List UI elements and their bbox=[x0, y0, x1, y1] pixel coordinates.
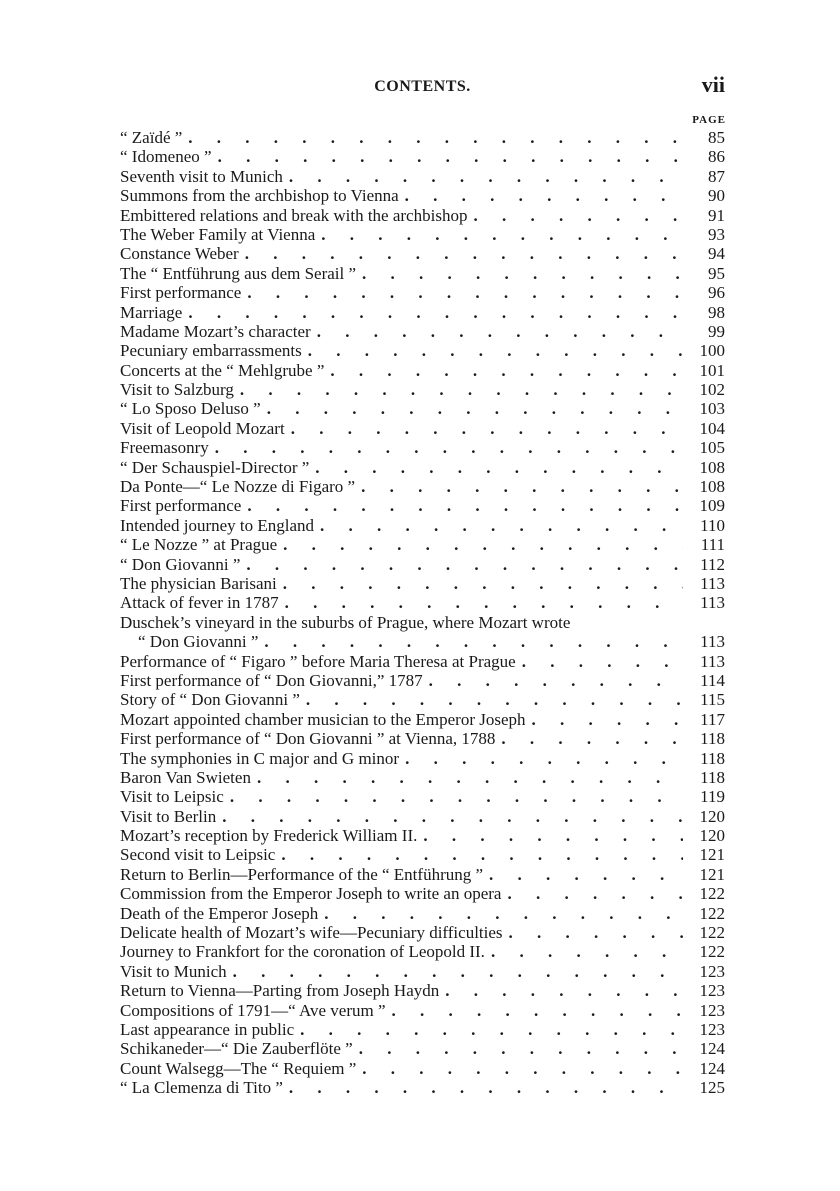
toc-entry-title: Schikaneder—“ Die Zauberflöte ” bbox=[120, 1039, 353, 1059]
toc-entry-title: Constance Weber bbox=[120, 244, 239, 264]
toc-entry-page: 114 bbox=[700, 670, 725, 690]
toc-entry-page: 115 bbox=[700, 690, 725, 710]
toc-entry-page: 118 bbox=[700, 767, 725, 787]
toc-entry bbox=[120, 322, 725, 341]
table-of-contents bbox=[120, 128, 725, 1098]
toc-entry-page: 104 bbox=[699, 418, 725, 438]
toc-entry-title: First performance bbox=[120, 496, 242, 516]
toc-entry-title: Performance of “ Figaro ” before Maria Theresa at Prague bbox=[120, 651, 516, 671]
toc-entry bbox=[120, 1020, 725, 1039]
toc-entry bbox=[120, 341, 725, 360]
dot-leader bbox=[359, 1039, 683, 1058]
toc-entry bbox=[120, 1078, 725, 1097]
dot-leader bbox=[222, 807, 683, 826]
toc-entry-title: “ Don Giovanni ” bbox=[138, 632, 259, 652]
toc-entry-title: First performance bbox=[120, 283, 242, 303]
toc-entry-title: “ Le Nozze ” at Prague bbox=[120, 535, 278, 555]
dot-leader bbox=[215, 438, 683, 457]
toc-entry bbox=[120, 923, 725, 942]
dot-leader bbox=[522, 652, 683, 671]
dot-leader bbox=[289, 1078, 683, 1097]
dot-leader bbox=[247, 496, 683, 515]
toc-entry-title: The symphonies in C major and G minor bbox=[120, 748, 400, 768]
dot-leader bbox=[445, 981, 683, 1000]
toc-entry-title: Visit to Berlin bbox=[120, 806, 217, 826]
dot-leader bbox=[532, 710, 683, 729]
toc-entry-title: Summons from the archbishop to Vienna bbox=[120, 186, 399, 206]
toc-entry-page: 118 bbox=[700, 729, 725, 749]
toc-entry bbox=[120, 399, 725, 418]
toc-entry-page: 101 bbox=[699, 360, 725, 380]
toc-entry-title: Intended journey to England bbox=[120, 515, 315, 535]
toc-entry-title: “ Zaïdé ” bbox=[120, 128, 183, 147]
toc-entry bbox=[120, 380, 725, 399]
toc-entry bbox=[120, 419, 725, 438]
toc-entry bbox=[120, 632, 725, 651]
dot-leader bbox=[317, 322, 683, 341]
toc-entry bbox=[120, 1001, 725, 1020]
toc-entry-title: Return to Vienna—Parting from Joseph Haydn bbox=[120, 981, 440, 1001]
toc-entry bbox=[120, 303, 725, 322]
dot-leader bbox=[247, 283, 683, 302]
dot-leader bbox=[188, 128, 683, 147]
dot-leader bbox=[361, 477, 683, 496]
dot-leader bbox=[324, 904, 683, 923]
dot-leader bbox=[429, 671, 683, 690]
toc-entry-title: Embittered relations and break with the archbishop bbox=[120, 205, 468, 225]
toc-entry-page: 122 bbox=[699, 884, 725, 904]
toc-entry bbox=[120, 264, 725, 283]
toc-entry-title: “ Idomeneo ” bbox=[120, 147, 212, 167]
toc-entry bbox=[120, 555, 725, 574]
toc-entry-page: 122 bbox=[699, 923, 725, 943]
toc-entry-page: 124 bbox=[699, 1039, 725, 1059]
toc-entry-title: The physician Barisani bbox=[120, 573, 277, 593]
dot-leader bbox=[257, 768, 683, 787]
toc-entry-page: 125 bbox=[699, 1078, 725, 1098]
toc-entry-page: 123 bbox=[699, 1019, 725, 1039]
toc-entry-page: 98 bbox=[708, 302, 725, 322]
toc-entry-title: First performance of “ Don Giovanni,” 1787 bbox=[120, 670, 423, 690]
toc-entry-title: Journey to Frankfort for the coronation of Leopold II. bbox=[120, 942, 485, 962]
toc-entry-title: Compositions of 1791—“ Ave verum ” bbox=[120, 1000, 386, 1020]
toc-entry-page: 108 bbox=[699, 457, 725, 477]
dot-leader bbox=[405, 749, 683, 768]
toc-entry-page: 99 bbox=[708, 321, 725, 341]
dot-leader bbox=[473, 206, 683, 225]
toc-entry-page: 117 bbox=[700, 709, 725, 729]
page-header bbox=[120, 72, 725, 100]
dot-leader bbox=[315, 458, 683, 477]
toc-entry-title: Pecuniary embarrassments bbox=[120, 341, 302, 361]
toc-entry-title: Return to Berlin—Performance of the “ Entführung ” bbox=[120, 864, 484, 884]
dot-leader bbox=[264, 632, 683, 651]
toc-entry-page: 112 bbox=[700, 554, 725, 574]
dot-leader bbox=[321, 225, 683, 244]
toc-entry-title: Last appearance in public bbox=[120, 1019, 295, 1039]
toc-entry bbox=[120, 652, 725, 671]
dot-leader bbox=[489, 865, 683, 884]
page-number: vii bbox=[701, 72, 725, 97]
toc-entry bbox=[120, 147, 725, 166]
toc-entry-page: 109 bbox=[699, 496, 725, 516]
dot-leader bbox=[491, 942, 683, 961]
toc-entry-page: 111 bbox=[700, 535, 725, 555]
dot-leader bbox=[218, 147, 683, 166]
toc-entry bbox=[120, 845, 725, 864]
dot-leader bbox=[330, 361, 683, 380]
toc-entry-title: Attack of fever in 1787 bbox=[120, 593, 279, 613]
toc-entry bbox=[120, 186, 725, 205]
toc-entry-page: 95 bbox=[708, 263, 725, 283]
toc-entry-title: Freemasonry bbox=[120, 438, 209, 458]
toc-entry-page: 102 bbox=[699, 380, 725, 400]
toc-entry-title: Mozart appointed chamber musician to the Emperor Joseph bbox=[120, 709, 526, 729]
toc-entry bbox=[120, 690, 725, 709]
toc-entry-title: First performance of “ Don Giovanni ” at Vienna, 1788 bbox=[120, 729, 496, 749]
toc-entry-page: 123 bbox=[699, 1000, 725, 1020]
toc-entry-page: 100 bbox=[699, 341, 725, 361]
toc-entry-title: “ Don Giovanni ” bbox=[120, 554, 241, 574]
toc-entry-page: 121 bbox=[699, 845, 725, 865]
toc-entry-title: “ La Clemenza di Tito ” bbox=[120, 1078, 283, 1098]
toc-entry-page: 120 bbox=[699, 806, 725, 826]
dot-leader bbox=[188, 303, 683, 322]
dot-leader bbox=[362, 1059, 683, 1078]
toc-entry-page: 113 bbox=[700, 573, 725, 593]
dot-leader bbox=[392, 1001, 683, 1020]
toc-entry bbox=[120, 225, 725, 244]
toc-entry-page: 90 bbox=[708, 186, 725, 206]
toc-entry bbox=[120, 981, 725, 1000]
toc-entry bbox=[120, 865, 725, 884]
toc-entry-page: 123 bbox=[699, 981, 725, 1001]
toc-entry-title: Visit to Leipsic bbox=[120, 787, 224, 807]
toc-entry bbox=[120, 283, 725, 302]
toc-entry-page: 124 bbox=[699, 1058, 725, 1078]
toc-entry bbox=[120, 884, 725, 903]
dot-leader bbox=[233, 962, 683, 981]
toc-entry-page: 118 bbox=[700, 748, 725, 768]
dot-leader bbox=[246, 555, 683, 574]
toc-entry bbox=[120, 671, 725, 690]
toc-entry-title: Seventh visit to Munich bbox=[120, 166, 283, 186]
toc-entry-title: The “ Entführung aus dem Serail ” bbox=[120, 263, 357, 283]
dot-leader bbox=[507, 884, 683, 903]
toc-entry-title: Visit to Salzburg bbox=[120, 380, 234, 400]
toc-entry-page: 113 bbox=[700, 593, 725, 613]
dot-leader bbox=[362, 264, 683, 283]
toc-entry bbox=[120, 574, 725, 593]
toc-entry-title: Marriage bbox=[120, 302, 183, 322]
dot-leader bbox=[300, 1020, 683, 1039]
toc-entry bbox=[120, 1059, 725, 1078]
toc-entry-page: 110 bbox=[700, 515, 725, 535]
toc-entry bbox=[120, 477, 725, 496]
toc-entry bbox=[120, 962, 725, 981]
toc-entry bbox=[120, 128, 725, 147]
toc-entry bbox=[120, 496, 725, 515]
toc-entry bbox=[120, 458, 725, 477]
toc-entry-page: 122 bbox=[699, 942, 725, 962]
toc-entry bbox=[120, 904, 725, 923]
toc-entry bbox=[120, 710, 725, 729]
toc-entry bbox=[120, 206, 725, 225]
toc-entry bbox=[120, 438, 725, 457]
toc-entry-page: 113 bbox=[700, 632, 725, 652]
toc-entry bbox=[120, 593, 725, 612]
toc-entry bbox=[120, 729, 725, 748]
toc-entry bbox=[120, 749, 725, 768]
toc-entry-title: Baron Van Swieten bbox=[120, 767, 251, 787]
dot-leader bbox=[267, 399, 683, 418]
dot-leader bbox=[291, 419, 683, 438]
toc-entry bbox=[120, 942, 725, 961]
toc-entry-page: 93 bbox=[708, 224, 725, 244]
toc-entry bbox=[120, 1039, 725, 1058]
toc-entry-title: Visit of Leopold Mozart bbox=[120, 418, 285, 438]
toc-entry bbox=[120, 787, 725, 806]
toc-entry-title: The Weber Family at Vienna bbox=[120, 224, 316, 244]
toc-entry-page: 122 bbox=[699, 903, 725, 923]
toc-entry-page: 87 bbox=[708, 166, 725, 186]
dot-leader bbox=[423, 826, 683, 845]
toc-entry bbox=[120, 516, 725, 535]
toc-entry bbox=[120, 361, 725, 380]
toc-entry-page: 113 bbox=[700, 651, 725, 671]
toc-entry-page: 86 bbox=[708, 147, 725, 167]
toc-entry bbox=[120, 826, 725, 845]
toc-entry-title: Duschek’s vineyard in the suburbs of Prague, where Mozart wrote bbox=[120, 612, 571, 632]
page-column-label: PAGE bbox=[692, 114, 726, 126]
toc-entry-title: Story of “ Don Giovanni ” bbox=[120, 690, 300, 710]
toc-entry-page: 91 bbox=[708, 205, 725, 225]
dot-leader bbox=[285, 593, 683, 612]
dot-leader bbox=[230, 787, 683, 806]
toc-entry-page: 103 bbox=[699, 399, 725, 419]
toc-entry-page: 119 bbox=[700, 787, 725, 807]
toc-entry-title: “ Der Schauspiel-Director ” bbox=[120, 457, 310, 477]
toc-entry-page: 105 bbox=[699, 438, 725, 458]
dot-leader bbox=[281, 845, 683, 864]
toc-entry-page: 120 bbox=[699, 826, 725, 846]
toc-entry-title: Da Ponte—“ Le Nozze di Figaro ” bbox=[120, 477, 356, 497]
dot-leader bbox=[308, 341, 683, 360]
dot-leader bbox=[283, 574, 683, 593]
toc-entry-title: Death of the Emperor Joseph bbox=[120, 903, 319, 923]
toc-entry-page: 108 bbox=[699, 477, 725, 497]
toc-entry bbox=[120, 535, 725, 554]
toc-entry-title: Mozart’s reception by Frederick William II. bbox=[120, 826, 418, 846]
toc-entry-title: Visit to Munich bbox=[120, 961, 227, 981]
toc-entry-title: Second visit to Leipsic bbox=[120, 845, 276, 865]
dot-leader bbox=[240, 380, 683, 399]
page-title: CONTENTS. bbox=[374, 78, 471, 95]
dot-leader bbox=[509, 923, 683, 942]
dot-leader bbox=[501, 729, 683, 748]
dot-leader bbox=[289, 167, 683, 186]
dot-leader bbox=[306, 690, 683, 709]
dot-leader bbox=[283, 535, 683, 554]
toc-entry bbox=[120, 768, 725, 787]
toc-entry-title: Commission from the Emperor Joseph to write an opera bbox=[120, 884, 502, 904]
toc-entry-title: “ Lo Sposo Deluso ” bbox=[120, 399, 261, 419]
toc-entry-title: Count Walsegg—The “ Requiem ” bbox=[120, 1058, 357, 1078]
toc-entry bbox=[120, 244, 725, 263]
toc-entry-page: 96 bbox=[708, 283, 725, 303]
toc-entry-title: Madame Mozart’s character bbox=[120, 321, 311, 341]
toc-entry bbox=[120, 167, 725, 186]
dot-leader bbox=[405, 186, 683, 205]
toc-entry-page: 85 bbox=[708, 128, 725, 147]
toc-entry-page: 121 bbox=[699, 864, 725, 884]
toc-entry-page: 123 bbox=[699, 961, 725, 981]
toc-entry-page: 94 bbox=[708, 244, 725, 264]
toc-entry-title: Concerts at the “ Mehlgrube ” bbox=[120, 360, 325, 380]
dot-leader bbox=[245, 244, 683, 263]
dot-leader bbox=[320, 516, 683, 535]
toc-entry-title: Delicate health of Mozart’s wife—Pecuniary difficulties bbox=[120, 923, 503, 943]
toc-entry bbox=[120, 807, 725, 826]
